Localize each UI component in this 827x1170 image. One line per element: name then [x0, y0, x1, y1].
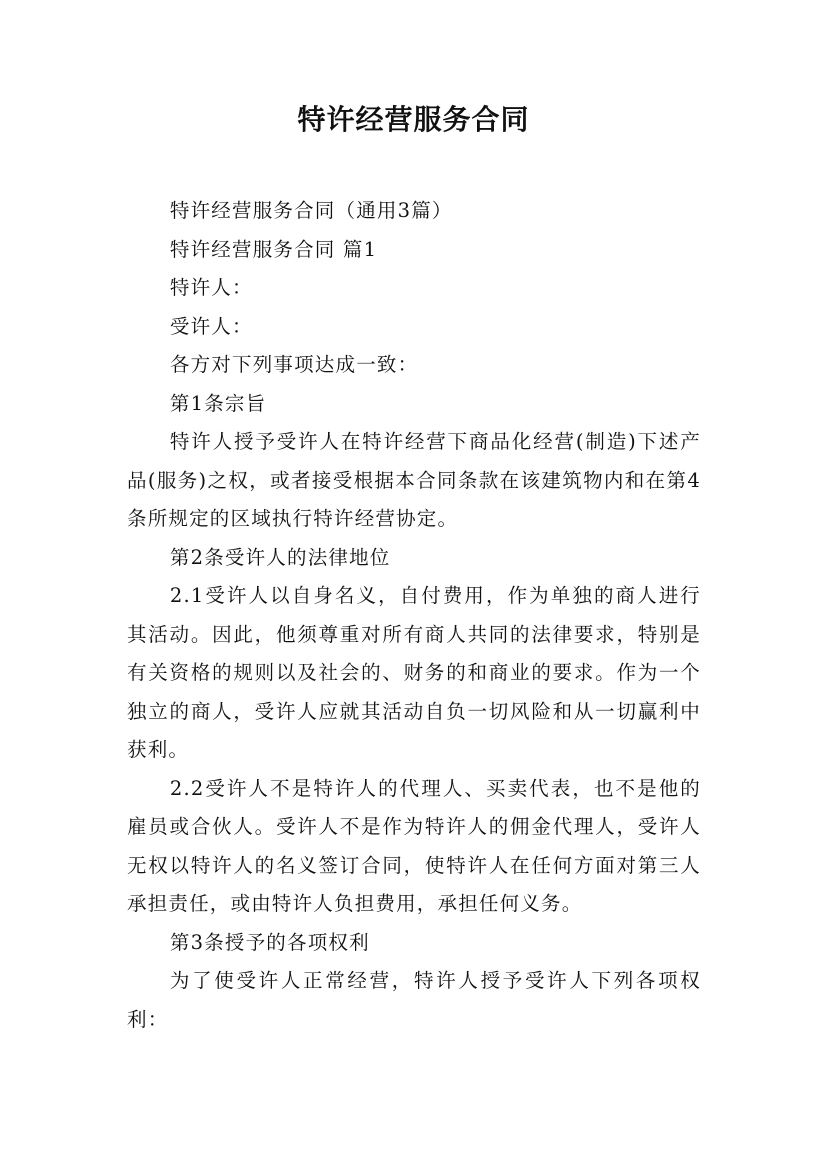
paragraph-franchisor: 特许人：	[169, 276, 253, 299]
paragraph-article-1-heading: 第1条宗旨	[169, 391, 267, 415]
paragraph-clause-2-2: 2.2受许人不是特许人的代理人、买卖代表，也不是他的雇员或合伙人。受许人不是作为特许人的佣金代理人，受许人无权以特许人的名义签订合同，使特许人在任何方面对第三人承担责任，或由特许人负担费用，承担任何义务。	[127, 776, 701, 915]
paragraph-clause-2-1: 2.1受许人以自身名义，自付费用，作为单独的商人进行其活动。因此，他须尊重对所有商人共同的法律要求，特别是有关资格的规则以及社会的、财务的和商业的要求。作为一个独立的商人，受许人应就其活动自负一切风险和从一切赢利中获利。	[127, 584, 701, 761]
paragraph-article-1-text: 特许人授予受许人在特许经营下商品化经营(制造)下述产品(服务)之权，或者接受根据本合同条款在该建筑物内和在第4条所规定的区域执行特许经营协定。	[127, 430, 701, 530]
document-body	[127, 192, 701, 1039]
paragraph-section-heading: 特许经营服务合同 篇1	[169, 237, 378, 261]
document-title: 特许经营服务合同	[297, 103, 530, 136]
paragraph-article-2-heading: 第2条受许人的法律地位	[169, 545, 391, 569]
paragraph-article-3-heading: 第3条授予的各项权利	[169, 930, 370, 954]
paragraph-article-3-text: 为了使受许人正常经营，特许人授予受许人下列各项权利：	[127, 969, 701, 1031]
paragraph-agreement-intro: 各方对下列事项达成一致：	[169, 353, 419, 376]
paragraph-subtitle: 特许经营服务合同（通用3篇）	[169, 199, 453, 222]
paragraph-franchisee: 受许人：	[169, 314, 253, 338]
